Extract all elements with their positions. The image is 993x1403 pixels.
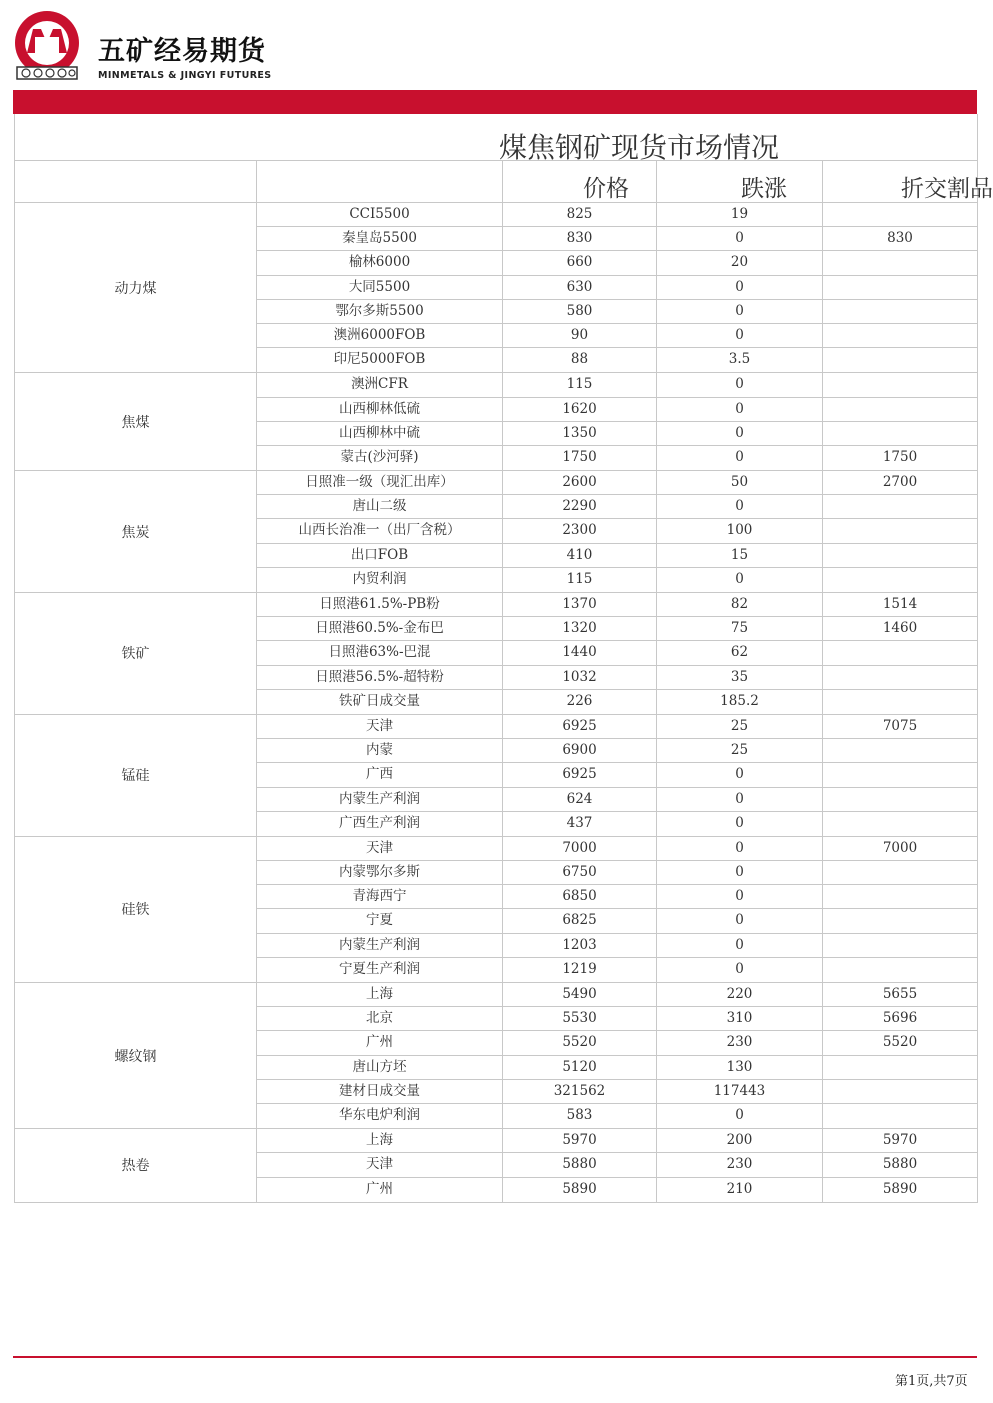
brand-name-en: MINMETALS & JINGYI FUTURES bbox=[98, 70, 272, 81]
company-logo bbox=[13, 9, 81, 81]
item-name-cell: 天津 bbox=[257, 837, 503, 860]
table-row bbox=[257, 690, 978, 714]
delivery-cell: 1460 bbox=[823, 617, 978, 640]
change-cell: 3.5 bbox=[657, 348, 823, 372]
table-row bbox=[257, 471, 978, 495]
change-cell: 0 bbox=[657, 1104, 823, 1128]
delivery-cell bbox=[823, 276, 978, 299]
item-name-cell: 榆林6000 bbox=[257, 251, 503, 274]
price-cell: 226 bbox=[503, 690, 657, 714]
item-name-cell: 内蒙生产利润 bbox=[257, 788, 503, 811]
change-cell: 0 bbox=[657, 446, 823, 470]
item-name-cell: 内贸利润 bbox=[257, 568, 503, 592]
price-cell: 2600 bbox=[503, 471, 657, 494]
change-cell: 0 bbox=[657, 837, 823, 860]
header-change bbox=[657, 161, 823, 202]
delivery-cell: 1514 bbox=[823, 593, 978, 616]
price-cell: 630 bbox=[503, 276, 657, 299]
price-cell: 5970 bbox=[503, 1129, 657, 1152]
delivery-cell: 5880 bbox=[823, 1153, 978, 1176]
change-cell: 0 bbox=[657, 373, 823, 396]
table-row bbox=[257, 983, 978, 1007]
price-cell: 1032 bbox=[503, 666, 657, 689]
price-cell: 5530 bbox=[503, 1007, 657, 1030]
price-cell: 583 bbox=[503, 1104, 657, 1128]
item-name-cell: 华东电炉利润 bbox=[257, 1104, 503, 1128]
change-cell: 0 bbox=[657, 763, 823, 786]
category-cell: 硅铁 bbox=[15, 837, 257, 982]
footer-divider bbox=[13, 1356, 977, 1358]
change-cell: 210 bbox=[657, 1178, 823, 1202]
price-cell: 6850 bbox=[503, 885, 657, 908]
table-row bbox=[257, 251, 978, 275]
category-cell: 焦炭 bbox=[15, 471, 257, 592]
change-cell: 0 bbox=[657, 300, 823, 323]
item-name-cell: 广西生产利润 bbox=[257, 812, 503, 836]
table-row bbox=[257, 1129, 978, 1153]
item-name-cell: 印尼5000FOB bbox=[257, 348, 503, 372]
delivery-cell: 5970 bbox=[823, 1129, 978, 1152]
item-name-cell: 内蒙鄂尔多斯 bbox=[257, 861, 503, 884]
price-cell: 6925 bbox=[503, 763, 657, 786]
change-cell: 0 bbox=[657, 861, 823, 884]
delivery-cell bbox=[823, 1104, 978, 1128]
table-group bbox=[15, 203, 978, 373]
category-cell: 铁矿 bbox=[15, 593, 257, 714]
price-cell: 437 bbox=[503, 812, 657, 836]
price-cell: 1620 bbox=[503, 398, 657, 421]
price-cell: 6750 bbox=[503, 861, 657, 884]
change-cell: 200 bbox=[657, 1129, 823, 1152]
category-cell: 焦煤 bbox=[15, 373, 257, 470]
change-cell: 130 bbox=[657, 1056, 823, 1079]
change-cell: 20 bbox=[657, 251, 823, 274]
item-name-cell: 蒙古(沙河驿) bbox=[257, 446, 503, 470]
change-cell: 0 bbox=[657, 324, 823, 347]
item-name-cell: 青海西宁 bbox=[257, 885, 503, 908]
brand-name-cn: 五矿经易期货 bbox=[98, 36, 266, 67]
price-cell: 5890 bbox=[503, 1178, 657, 1202]
price-cell: 115 bbox=[503, 568, 657, 592]
table-row bbox=[257, 788, 978, 812]
header-category bbox=[15, 161, 257, 202]
delivery-cell bbox=[823, 203, 978, 226]
header-item bbox=[257, 161, 503, 202]
table-row bbox=[257, 544, 978, 568]
change-cell: 15 bbox=[657, 544, 823, 567]
item-name-cell: 唐山方坯 bbox=[257, 1056, 503, 1079]
delivery-cell bbox=[823, 568, 978, 592]
table-row bbox=[257, 1080, 978, 1104]
table-row bbox=[257, 1178, 978, 1202]
change-cell: 0 bbox=[657, 398, 823, 421]
price-cell: 660 bbox=[503, 251, 657, 274]
delivery-cell: 830 bbox=[823, 227, 978, 250]
delivery-cell bbox=[823, 398, 978, 421]
item-name-cell: 山西柳林低硫 bbox=[257, 398, 503, 421]
item-name-cell: 鄂尔多斯5500 bbox=[257, 300, 503, 323]
change-cell: 230 bbox=[657, 1153, 823, 1176]
delivery-cell bbox=[823, 885, 978, 908]
change-cell: 0 bbox=[657, 422, 823, 445]
delivery-cell bbox=[823, 324, 978, 347]
table-row bbox=[257, 1056, 978, 1080]
delivery-cell: 7075 bbox=[823, 715, 978, 738]
delivery-cell bbox=[823, 300, 978, 323]
item-name-cell: 山西柳林中硫 bbox=[257, 422, 503, 445]
table-title-row bbox=[15, 114, 978, 164]
table-row bbox=[257, 348, 978, 372]
change-cell: 117443 bbox=[657, 1080, 823, 1103]
item-name-cell: 出口FOB bbox=[257, 544, 503, 567]
change-cell: 0 bbox=[657, 934, 823, 957]
table-row bbox=[257, 739, 978, 763]
table-row bbox=[257, 763, 978, 787]
delivery-cell bbox=[823, 1056, 978, 1079]
price-cell: 410 bbox=[503, 544, 657, 567]
table-row bbox=[257, 568, 978, 592]
price-cell: 825 bbox=[503, 203, 657, 226]
item-name-cell: CCI5500 bbox=[257, 203, 503, 226]
change-cell: 0 bbox=[657, 909, 823, 932]
delivery-cell bbox=[823, 958, 978, 982]
item-name-cell: 宁夏生产利润 bbox=[257, 958, 503, 982]
header-change-label: 跌涨 bbox=[741, 176, 787, 202]
market-table bbox=[14, 114, 993, 1203]
table-row bbox=[257, 861, 978, 885]
delivery-cell bbox=[823, 1080, 978, 1103]
item-name-cell: 天津 bbox=[257, 715, 503, 738]
delivery-cell bbox=[823, 544, 978, 567]
price-cell: 321562 bbox=[503, 1080, 657, 1103]
change-cell: 82 bbox=[657, 593, 823, 616]
delivery-cell bbox=[823, 251, 978, 274]
table-group bbox=[15, 983, 978, 1129]
table-row bbox=[257, 934, 978, 958]
change-cell: 230 bbox=[657, 1031, 823, 1054]
table-group bbox=[15, 593, 978, 715]
change-cell: 0 bbox=[657, 495, 823, 518]
table-row bbox=[257, 373, 978, 397]
table-row bbox=[257, 227, 978, 251]
item-name-cell: 澳洲6000FOB bbox=[257, 324, 503, 347]
delivery-cell bbox=[823, 763, 978, 786]
change-cell: 185.2 bbox=[657, 690, 823, 714]
delivery-cell bbox=[823, 666, 978, 689]
price-cell: 1370 bbox=[503, 593, 657, 616]
change-cell: 100 bbox=[657, 519, 823, 542]
delivery-cell bbox=[823, 348, 978, 372]
price-cell: 6900 bbox=[503, 739, 657, 762]
price-cell: 5520 bbox=[503, 1031, 657, 1054]
item-name-cell: 上海 bbox=[257, 983, 503, 1006]
item-name-cell: 铁矿日成交量 bbox=[257, 690, 503, 714]
table-row bbox=[257, 617, 978, 641]
price-cell: 624 bbox=[503, 788, 657, 811]
item-name-cell: 日照准一级（现汇出库） bbox=[257, 471, 503, 494]
delivery-cell: 2700 bbox=[823, 471, 978, 494]
price-cell: 90 bbox=[503, 324, 657, 347]
header-delivery-label: 折交割品 bbox=[901, 176, 993, 202]
table-row bbox=[257, 446, 978, 470]
category-cell: 螺纹钢 bbox=[15, 983, 257, 1128]
delivery-cell: 5890 bbox=[823, 1178, 978, 1202]
price-cell: 1203 bbox=[503, 934, 657, 957]
change-cell: 0 bbox=[657, 276, 823, 299]
item-name-cell: 日照港63%-巴混 bbox=[257, 641, 503, 664]
item-name-cell: 广西 bbox=[257, 763, 503, 786]
price-cell: 1219 bbox=[503, 958, 657, 982]
delivery-cell bbox=[823, 788, 978, 811]
table-row bbox=[257, 422, 978, 446]
item-name-cell: 建材日成交量 bbox=[257, 1080, 503, 1103]
table-group bbox=[15, 837, 978, 983]
change-cell: 75 bbox=[657, 617, 823, 640]
delivery-cell bbox=[823, 812, 978, 836]
change-cell: 0 bbox=[657, 958, 823, 982]
delivery-cell: 5696 bbox=[823, 1007, 978, 1030]
table-row bbox=[257, 1153, 978, 1177]
delivery-cell: 1750 bbox=[823, 446, 978, 470]
price-cell: 2300 bbox=[503, 519, 657, 542]
delivery-cell bbox=[823, 739, 978, 762]
item-name-cell: 广州 bbox=[257, 1178, 503, 1202]
item-name-cell: 日照港56.5%-超特粉 bbox=[257, 666, 503, 689]
table-group bbox=[15, 373, 978, 471]
price-cell: 88 bbox=[503, 348, 657, 372]
table-title: 煤焦钢矿现货市场情况 bbox=[499, 131, 780, 164]
item-name-cell: 秦皇岛5500 bbox=[257, 227, 503, 250]
change-cell: 50 bbox=[657, 471, 823, 494]
header-delivery bbox=[823, 161, 993, 202]
delivery-cell bbox=[823, 519, 978, 542]
price-cell: 1320 bbox=[503, 617, 657, 640]
change-cell: 310 bbox=[657, 1007, 823, 1030]
price-cell: 6925 bbox=[503, 715, 657, 738]
table-row bbox=[257, 519, 978, 543]
table-row bbox=[257, 203, 978, 227]
change-cell: 0 bbox=[657, 227, 823, 250]
table-body bbox=[15, 203, 978, 1203]
category-cell: 锰硅 bbox=[15, 715, 257, 836]
table-row bbox=[257, 958, 978, 982]
table-row bbox=[257, 1104, 978, 1128]
header-price bbox=[503, 161, 657, 202]
change-cell: 0 bbox=[657, 812, 823, 836]
table-row bbox=[257, 593, 978, 617]
item-name-cell: 内蒙 bbox=[257, 739, 503, 762]
table-row bbox=[257, 909, 978, 933]
table-row bbox=[257, 398, 978, 422]
table-row bbox=[257, 1031, 978, 1055]
item-name-cell: 宁夏 bbox=[257, 909, 503, 932]
delivery-cell: 7000 bbox=[823, 837, 978, 860]
header-red-bar bbox=[13, 90, 977, 114]
price-cell: 5880 bbox=[503, 1153, 657, 1176]
price-cell: 6825 bbox=[503, 909, 657, 932]
price-cell: 580 bbox=[503, 300, 657, 323]
table-row bbox=[257, 641, 978, 665]
price-cell: 1750 bbox=[503, 446, 657, 470]
price-cell: 5120 bbox=[503, 1056, 657, 1079]
item-name-cell: 上海 bbox=[257, 1129, 503, 1152]
price-cell: 115 bbox=[503, 373, 657, 396]
item-name-cell: 北京 bbox=[257, 1007, 503, 1030]
delivery-cell: 5520 bbox=[823, 1031, 978, 1054]
price-cell: 1350 bbox=[503, 422, 657, 445]
price-cell: 1440 bbox=[503, 641, 657, 664]
delivery-cell bbox=[823, 909, 978, 932]
price-cell: 7000 bbox=[503, 837, 657, 860]
item-name-cell: 山西长治准一（出厂含税） bbox=[257, 519, 503, 542]
page-number: 第1页,共7页 bbox=[895, 1374, 968, 1389]
table-row bbox=[257, 300, 978, 324]
table-header-row bbox=[15, 161, 993, 203]
item-name-cell: 澳洲CFR bbox=[257, 373, 503, 396]
delivery-cell bbox=[823, 495, 978, 518]
table-row bbox=[257, 885, 978, 909]
item-name-cell: 唐山二级 bbox=[257, 495, 503, 518]
table-row bbox=[257, 276, 978, 300]
change-cell: 25 bbox=[657, 739, 823, 762]
table-row bbox=[257, 715, 978, 739]
table-row bbox=[257, 1007, 978, 1031]
table-row bbox=[257, 837, 978, 861]
table-row bbox=[257, 324, 978, 348]
change-cell: 62 bbox=[657, 641, 823, 664]
header-price-label: 价格 bbox=[583, 176, 629, 202]
table-row bbox=[257, 812, 978, 836]
item-name-cell: 天津 bbox=[257, 1153, 503, 1176]
delivery-cell bbox=[823, 422, 978, 445]
price-cell: 2290 bbox=[503, 495, 657, 518]
item-name-cell: 日照港60.5%-金布巴 bbox=[257, 617, 503, 640]
table-row bbox=[257, 666, 978, 690]
table-group bbox=[15, 471, 978, 593]
item-name-cell: 内蒙生产利润 bbox=[257, 934, 503, 957]
delivery-cell bbox=[823, 861, 978, 884]
item-name-cell: 广州 bbox=[257, 1031, 503, 1054]
category-cell: 动力煤 bbox=[15, 203, 257, 372]
price-cell: 830 bbox=[503, 227, 657, 250]
change-cell: 0 bbox=[657, 788, 823, 811]
change-cell: 0 bbox=[657, 568, 823, 592]
change-cell: 25 bbox=[657, 715, 823, 738]
delivery-cell bbox=[823, 690, 978, 714]
table-row bbox=[257, 495, 978, 519]
table-group bbox=[15, 715, 978, 837]
delivery-cell bbox=[823, 934, 978, 957]
change-cell: 35 bbox=[657, 666, 823, 689]
table-group bbox=[15, 1129, 978, 1203]
item-name-cell: 日照港61.5%-PB粉 bbox=[257, 593, 503, 616]
category-cell: 热卷 bbox=[15, 1129, 257, 1202]
change-cell: 0 bbox=[657, 885, 823, 908]
change-cell: 220 bbox=[657, 983, 823, 1006]
delivery-cell bbox=[823, 641, 978, 664]
delivery-cell bbox=[823, 373, 978, 396]
change-cell: 19 bbox=[657, 203, 823, 226]
item-name-cell: 大同5500 bbox=[257, 276, 503, 299]
delivery-cell: 5655 bbox=[823, 983, 978, 1006]
price-cell: 5490 bbox=[503, 983, 657, 1006]
